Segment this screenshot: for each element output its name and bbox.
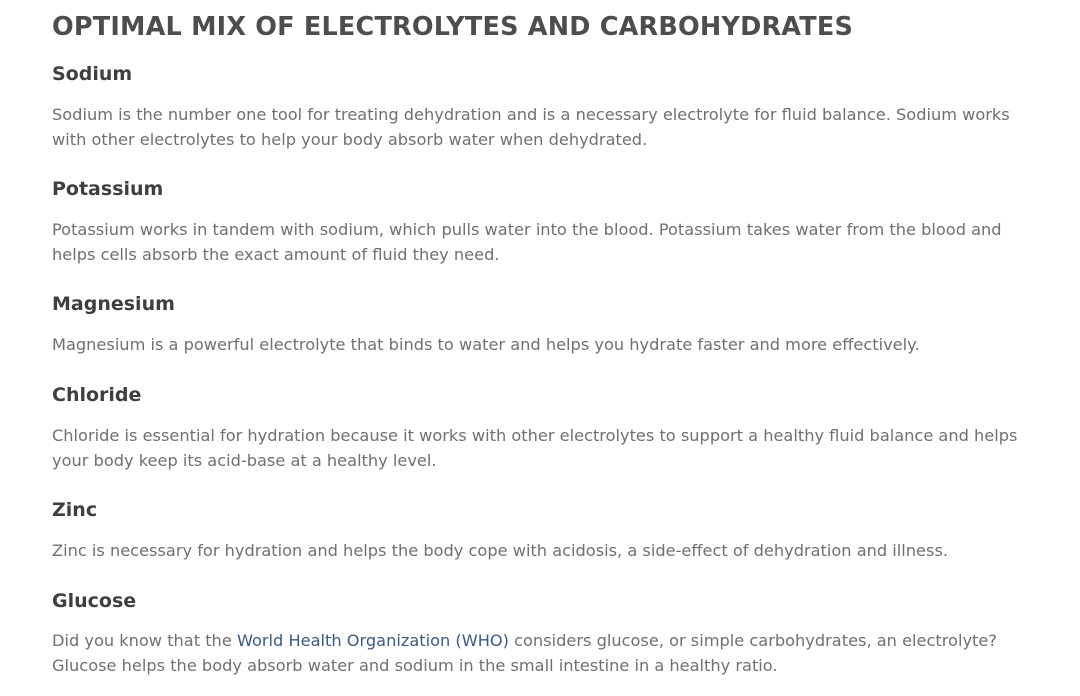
paragraph-sodium: Sodium is the number one tool for treating dehydration and is a necessary electrolyte for fluid balance. Sodium works with other electrolytes to help your body absorb water when dehydrated.: [52, 105, 1010, 149]
heading-potassium: Potassium: [52, 178, 164, 200]
heading-zinc: Zinc: [52, 499, 98, 521]
who-link[interactable]: World Health Organization (WHO): [236, 631, 509, 650]
paragraph-magnesium: Magnesium is a powerful electrolyte that binds to water and helps you hydrate faster and more effectively.: [52, 335, 920, 354]
paragraph-chloride: Chloride is essential for hydration because it works with other electrolytes to support a healthy fluid balance and helps your body keep its acid-base at a healthy level.: [52, 426, 1018, 470]
glucose-text-before-link: Did you know that the: [52, 631, 237, 650]
paragraph-potassium: Potassium works in tandem with sodium, which pulls water into the blood. Potassium takes water from the blood and helps cells absorb the exact amount of fluid they need.: [52, 220, 1002, 264]
paragraph-zinc: Zinc is necessary for hydration and helps the body cope with acidosis, a side-effect of dehydration and illness.: [52, 541, 949, 560]
glucose-text-after-link: considers glucose, or simple carbohydrates, an electrolyte? Glucose helps the body absorb water and sodium in the small intestine in a healthy ratio.: [52, 631, 997, 675]
heading-sodium: Sodium: [52, 63, 133, 85]
heading-glucose: Glucose: [52, 590, 137, 612]
heading-magnesium: Magnesium: [52, 293, 175, 315]
paragraph-glucose: [52, 628, 1037, 678]
heading-chloride: Chloride: [52, 384, 142, 406]
page-title: OPTIMAL MIX OF ELECTROLYTES AND CARBOHYDRATES: [52, 12, 854, 42]
